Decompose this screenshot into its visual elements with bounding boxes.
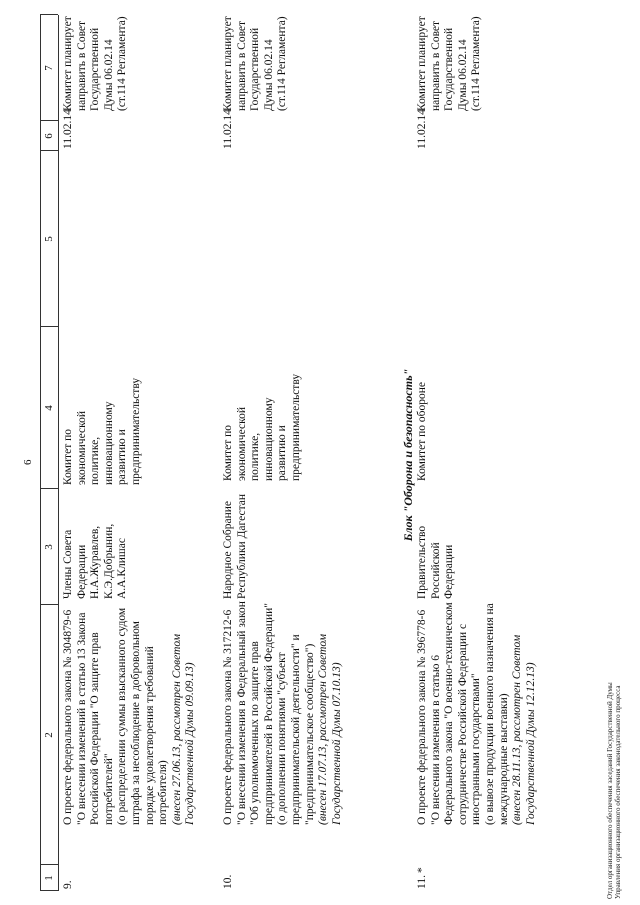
row-committee: Комитет по экономической политике, инновационному развитию и предпринимательству [62, 377, 142, 485]
row-description: О проекте федерального закона № 304879-6 "О внесении изменений в статью 13 Закона Российской Федерации "О защите прав потребителей" (о распределении суммы взысканного судом штрафа за несоблюдение в добровольном порядке удовлетворения требований потребителя) (внесен 27.06.13, рассмотрен Советом Государственной Думы 09.09.13) [62, 607, 197, 825]
header-col-6: 6 [43, 133, 55, 139]
row-star-marker: * [416, 867, 428, 873]
page-number: 6 [22, 459, 34, 465]
header-col-1: 1 [43, 875, 55, 881]
row-number: 9. [62, 880, 74, 889]
row-committee: Комитет по обороне [416, 382, 428, 481]
page-footer [606, 279, 622, 899]
header-col-4: 4 [43, 405, 55, 411]
table-header-line [58, 15, 59, 891]
row-description: О проекте федерального закона № 317212-6 "О внесении изменения в Федеральный закон "Об уполномоченных по защите прав предпринимателей в Российской Федерации" (о дополнении понятиями "субъект предпринимательской деятельности" и "предпринимательское сообщество") (внесен 17.07.13, рассмотрен Советом Государственной Думы 07.10.13) [222, 601, 343, 825]
row-number: 10. [222, 874, 234, 889]
row-date: 11.02.14 [222, 109, 234, 149]
row-description: О проекте федерального закона № 396778-6 "О внесении изменения в статью 6 Федерального закона "О военно-техническом сотрудничестве Российской Федерации с иностранными государствами" (о вывозе продукции военного назначения на международные выставки) (внесен 28.11.13, рассмотрен Советом Государственной Думы 12.12.13) [416, 602, 537, 825]
row-note: Комитет планирует направить в Совет Государственной Думы 06.02.14 (ст.114 Регламента) [416, 16, 483, 111]
footer-line: Отдел организационного обеспечения заседаний Государственной Думы [606, 682, 614, 899]
footer-line: Управления организационного обеспечения законодательного процесса [614, 685, 622, 899]
row-date: 11.02.14 [62, 109, 74, 149]
row-author: Члены Совета Федерации Н.А.Журавлев, К.Э.Добрынин, А.А.Клишас [62, 523, 129, 599]
row-author: Народное Собрание Республики Дагестан [222, 494, 248, 599]
header-col-3: 3 [43, 544, 55, 550]
header-col-7: 7 [43, 65, 55, 71]
row-number: 11. [416, 875, 428, 889]
row-note: Комитет планирует направить в Совет Государственной Думы 06.02.14 (ст.114 Регламента) [62, 16, 129, 111]
row-committee: Комитет по экономической политике, инновационному развитию и предпринимательству [222, 373, 302, 481]
header-col-2: 2 [43, 732, 55, 738]
header-col-5: 5 [43, 236, 55, 242]
block-title: Блок "Оборона и безопасность" [401, 368, 415, 542]
row-note: Комитет планирует направить в Совет Государственной Думы 06.02.14 (ст.114 Регламента) [222, 16, 289, 111]
row-author: Правительство Российской Федерации [416, 525, 456, 599]
row-date: 11.02.14 [416, 109, 428, 149]
